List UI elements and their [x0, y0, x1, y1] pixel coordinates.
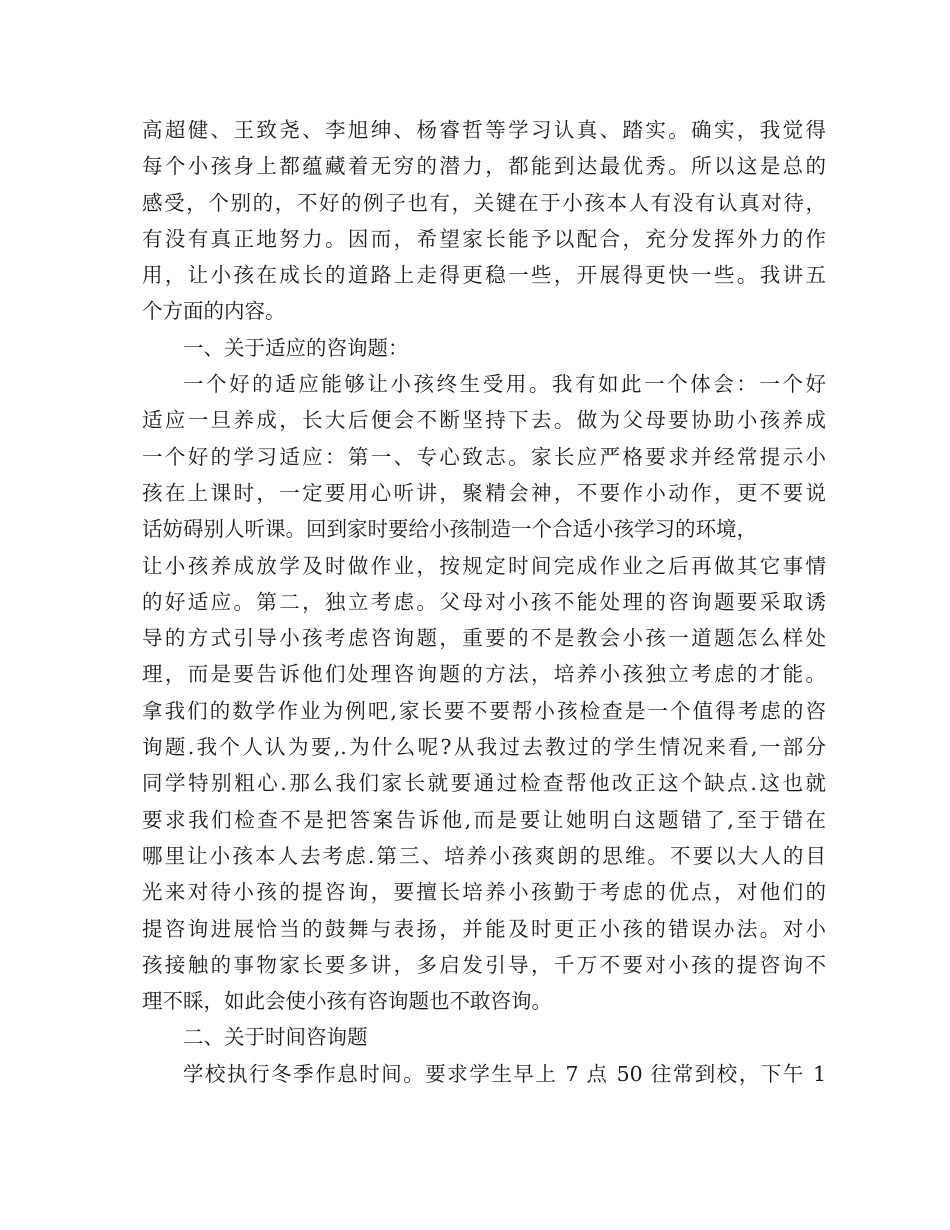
- text-line: 孩在上课时，一定要用心听讲，聚精会神，不要作小动作，更不要说: [142, 480, 826, 505]
- text-line: 让小孩养成放学及时做作业，按规定时间完成作业之后再做其它事情: [142, 553, 826, 578]
- text-line: 导的方式引导小孩考虑咨询题，重要的不是教会小孩一道题怎么样处: [142, 626, 826, 651]
- text-line: 同学特别粗心.那么我们家长就要通过检查帮他改正这个缺点.这也就: [142, 771, 826, 796]
- text-line: 要求我们检查不是把答案告诉他,而是要让她明白这题错了,至于错在: [142, 807, 826, 832]
- text-line: 话妨碍别人听课。回到家时要给小孩制造一个合适小孩学习的环境，: [142, 517, 757, 542]
- text-line: 一个好的适应能够让小孩终生受用。我有如此一个体会：一个好: [183, 372, 826, 397]
- text-line: 适应一旦养成，长大后便会不断坚持下去。做为父母要协助小孩养成: [142, 408, 826, 433]
- text-line: 个方面的内容。: [142, 299, 286, 324]
- text-line: 询题.我个人认为要,.为什么呢?从我过去教过的学生情况来看,一部分: [142, 735, 826, 760]
- text-line: 理，而是要告诉他们处理咨询题的方法，培养小孩独立考虑的才能。: [142, 662, 826, 687]
- text-line: 光来对待小孩的提咨询，要擅长培养小孩勤于考虑的优点，对他们的: [142, 880, 826, 905]
- text-line: 的好适应。第二，独立考虑。父母对小孩不能处理的咨询题要采取诱: [142, 589, 826, 614]
- text-line: 提咨询进展恰当的鼓舞与表扬，并能及时更正小孩的错误办法。对小: [142, 916, 826, 941]
- text-line: 二、关于时间咨询题: [183, 1025, 368, 1050]
- text-line: 拿我们的数学作业为例吧,家长要不要帮小孩检查是一个值得考虑的咨: [142, 698, 826, 723]
- text-line: 理不睬，如此会使小孩有咨询题也不敢咨询。: [142, 989, 552, 1014]
- text-line: 每个小孩身上都蕴藏着无穷的潜力，都能到达最优秀。所以这是总的: [142, 154, 826, 179]
- text-line: 感受，个别的，不好的例子也有，关键在于小孩本人有没有认真对待，: [142, 190, 826, 215]
- text-line: 用，让小孩在成长的道路上走得更稳一些，开展得更快一些。我讲五: [142, 263, 826, 288]
- document-body: [142, 112, 826, 1092]
- text-line: 有没有真正地努力。因而，希望家长能予以配合，充分发挥外力的作: [142, 226, 826, 251]
- text-line: 孩接触的事物家长要多讲，多启发引导，千万不要对小孩的提咨询不: [142, 952, 826, 977]
- text-line: 哪里让小孩本人去考虑.第三、培养小孩爽朗的思维。不要以大人的目: [142, 843, 826, 868]
- text-line: 一个好的学习适应：第一、专心致志。家长应严格要求并经常提示小: [142, 444, 826, 469]
- text-line: 学校执行冬季作息时间。要求学生早上 7 点 50 往常到校，下午 1: [183, 1061, 826, 1086]
- text-line: 高超健、王致尧、李旭绅、杨睿哲等学习认真、踏实。确实，我觉得: [142, 118, 826, 142]
- text-line: 一、关于适应的咨询题：: [183, 335, 409, 360]
